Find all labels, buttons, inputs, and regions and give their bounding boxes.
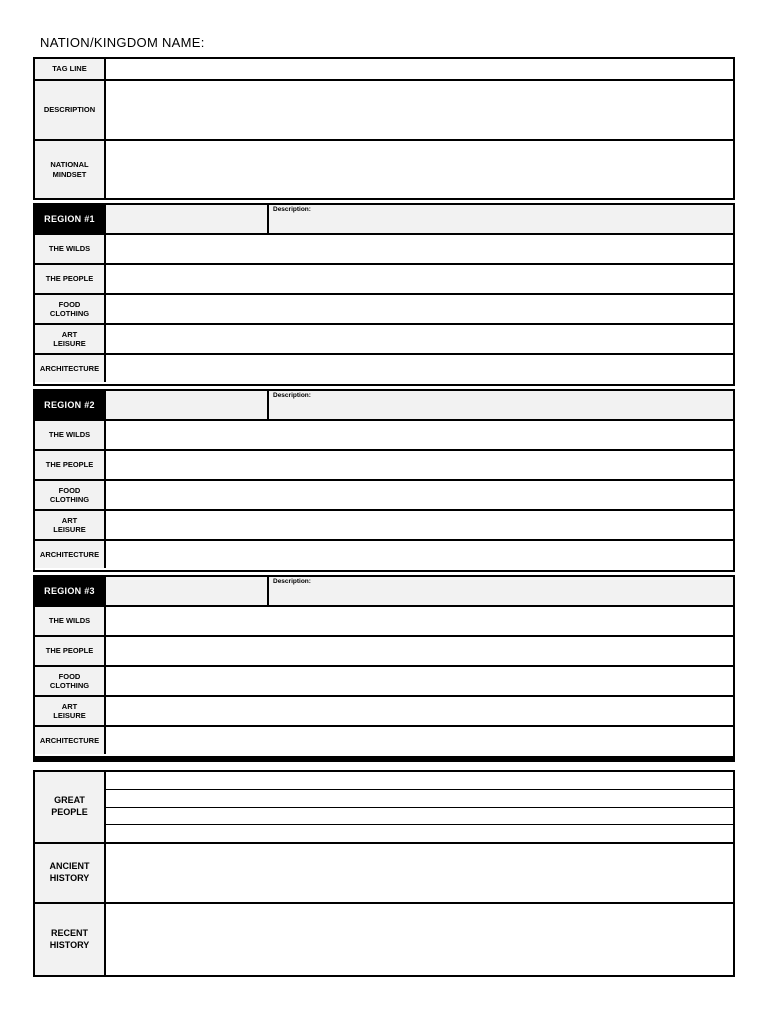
region-label: REGION #2 (35, 391, 106, 419)
great-people-line[interactable] (106, 825, 733, 842)
region-header (35, 205, 733, 235)
architecture-label: ARCHITECTURE (35, 355, 106, 382)
the-wilds-field[interactable] (106, 235, 733, 263)
food-clothing-label: FOOD CLOTHING (35, 481, 106, 509)
region-row (35, 637, 733, 667)
region-row (35, 235, 733, 265)
region-header (35, 391, 733, 421)
the-people-field[interactable] (106, 451, 733, 479)
nation-block (33, 57, 735, 200)
great-people-row (35, 772, 733, 844)
food-clothing-label: FOOD CLOTHING (35, 667, 106, 695)
region-label: REGION #3 (35, 577, 106, 605)
region-row (35, 295, 733, 325)
architecture-label: ARCHITECTURE (35, 541, 106, 568)
the-people-label: THE PEOPLE (35, 265, 106, 293)
art-leisure-field[interactable] (106, 325, 733, 353)
region-name-field[interactable] (106, 577, 269, 605)
region-row (35, 421, 733, 451)
art-leisure-field[interactable] (106, 511, 733, 539)
the-wilds-label: THE WILDS (35, 421, 106, 449)
architecture-label: ARCHITECTURE (35, 727, 106, 754)
the-wilds-label: THE WILDS (35, 235, 106, 263)
art-leisure-field[interactable] (106, 697, 733, 725)
national-mindset-label: NATIONAL MINDSET (35, 141, 106, 198)
history-block (33, 770, 735, 977)
region-description-label: Description: (273, 578, 311, 585)
great-people-line[interactable] (106, 808, 733, 826)
tag-line-row (35, 59, 733, 81)
architecture-field[interactable] (106, 541, 733, 568)
recent-history-row (35, 904, 733, 975)
region-row (35, 451, 733, 481)
region-block-2 (33, 389, 735, 572)
tag-line-label: TAG LINE (35, 59, 106, 79)
the-wilds-field[interactable] (106, 607, 733, 635)
food-clothing-label: FOOD CLOTHING (35, 295, 106, 323)
architecture-field[interactable] (106, 727, 733, 754)
region-row (35, 355, 733, 382)
region-row (35, 607, 733, 637)
great-people-line[interactable] (106, 790, 733, 808)
great-people-label: GREAT PEOPLE (35, 772, 106, 842)
region-row (35, 511, 733, 541)
art-leisure-label: ART LEISURE (35, 697, 106, 725)
the-people-label: THE PEOPLE (35, 451, 106, 479)
recent-history-label: RECENT HISTORY (35, 904, 106, 975)
region-row (35, 325, 733, 355)
art-leisure-label: ART LEISURE (35, 325, 106, 353)
the-people-field[interactable] (106, 265, 733, 293)
ancient-history-field[interactable] (106, 844, 733, 902)
art-leisure-label: ART LEISURE (35, 511, 106, 539)
the-wilds-field[interactable] (106, 421, 733, 449)
description-label: DESCRIPTION (35, 81, 106, 139)
region-description-field[interactable] (269, 391, 733, 419)
region-row (35, 541, 733, 568)
architecture-field[interactable] (106, 355, 733, 382)
region-block-3 (33, 575, 735, 758)
the-wilds-label: THE WILDS (35, 607, 106, 635)
region-name-field[interactable] (106, 391, 269, 419)
page-title: NATION/KINGDOM NAME: (40, 35, 205, 50)
description-row (35, 81, 733, 141)
national-mindset-field[interactable] (106, 141, 733, 198)
region-row (35, 697, 733, 727)
the-people-field[interactable] (106, 637, 733, 665)
region-label: REGION #1 (35, 205, 106, 233)
region-description-label: Description: (273, 206, 311, 213)
food-clothing-field[interactable] (106, 481, 733, 509)
food-clothing-field[interactable] (106, 295, 733, 323)
great-people-lines (106, 772, 733, 842)
region-description-label: Description: (273, 392, 311, 399)
region-row (35, 667, 733, 697)
national-mindset-row (35, 141, 733, 198)
tag-line-field[interactable] (106, 59, 733, 79)
region-header (35, 577, 733, 607)
section-divider (33, 757, 735, 762)
ancient-history-label: ANCIENT HISTORY (35, 844, 106, 902)
region-description-field[interactable] (269, 577, 733, 605)
region-row (35, 727, 733, 754)
the-people-label: THE PEOPLE (35, 637, 106, 665)
great-people-line[interactable] (106, 772, 733, 790)
ancient-history-row (35, 844, 733, 904)
food-clothing-field[interactable] (106, 667, 733, 695)
region-row (35, 265, 733, 295)
recent-history-field[interactable] (106, 904, 733, 975)
region-name-field[interactable] (106, 205, 269, 233)
region-block-1 (33, 203, 735, 386)
description-field[interactable] (106, 81, 733, 139)
region-description-field[interactable] (269, 205, 733, 233)
region-row (35, 481, 733, 511)
